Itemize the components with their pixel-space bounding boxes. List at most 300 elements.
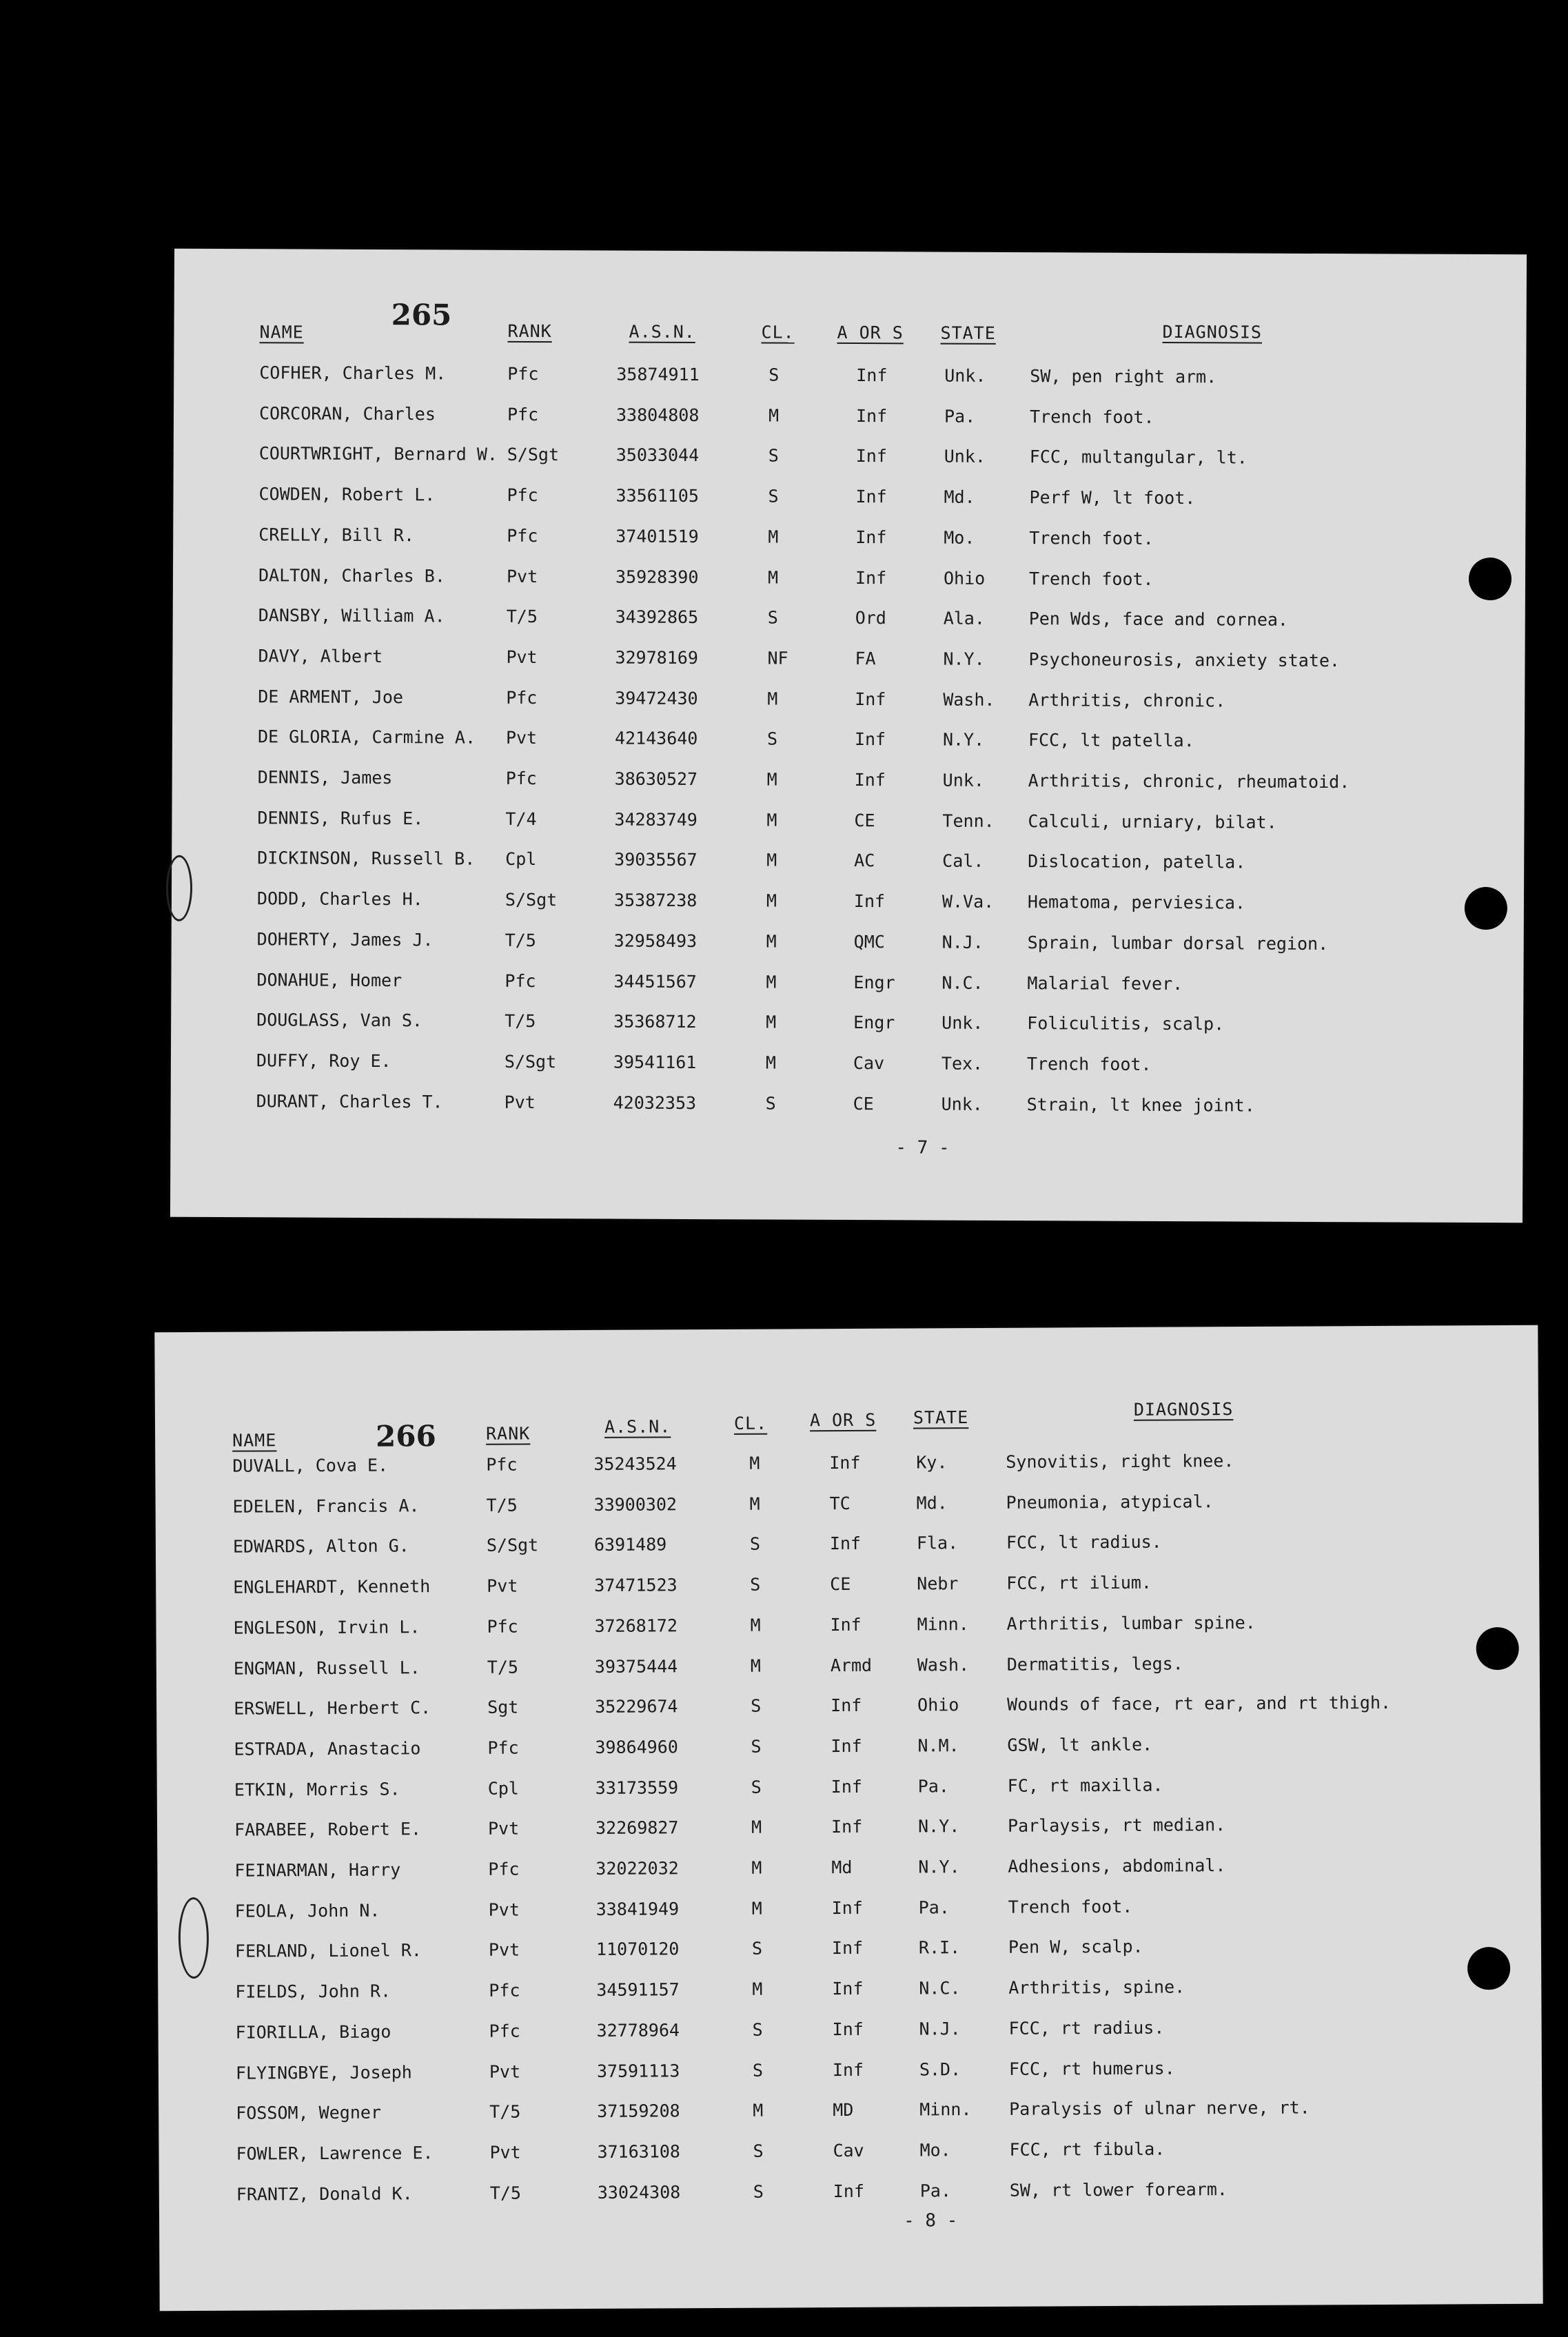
state-cell: N.C. bbox=[941, 972, 984, 993]
asn-cell: 33561105 bbox=[615, 485, 700, 507]
rank-cell: Pfc bbox=[489, 1980, 520, 2001]
branch-cell: CE bbox=[853, 1093, 874, 1114]
class-cell: S bbox=[767, 607, 778, 628]
state-cell: Pa. bbox=[919, 2180, 952, 2201]
rank-cell: Pfc bbox=[507, 484, 538, 506]
table-row bbox=[159, 2016, 1542, 2051]
name-cell: DALTON, Charles B. bbox=[258, 564, 446, 586]
class-cell: M bbox=[751, 1817, 762, 1838]
class-cell: M bbox=[768, 527, 779, 547]
asn-cell: 32269827 bbox=[595, 1817, 679, 1839]
diagnosis-cell: Parlaysis, rt median. bbox=[1007, 1815, 1226, 1837]
card-number: 265 bbox=[391, 298, 452, 332]
state-cell: Pa. bbox=[918, 1897, 950, 1918]
punch-hole bbox=[1476, 1627, 1519, 1670]
rank-cell: Pvt bbox=[487, 1575, 518, 1596]
table-row bbox=[172, 726, 1525, 760]
table-row bbox=[174, 402, 1526, 436]
state-cell: N.Y. bbox=[942, 729, 985, 751]
rank-cell: T/5 bbox=[486, 1495, 518, 1516]
table-row bbox=[172, 888, 1524, 922]
name-cell: DUFFY, Roy E. bbox=[256, 1050, 391, 1072]
table-row bbox=[155, 1449, 1538, 1484]
rank-cell: Pfc bbox=[487, 1616, 518, 1637]
index-card-265 bbox=[170, 249, 1527, 1223]
state-cell: Minn. bbox=[917, 1613, 969, 1635]
rank-cell: Pfc bbox=[507, 363, 539, 385]
asn-cell: 34591157 bbox=[596, 1979, 680, 2001]
branch-cell: Inf bbox=[833, 2181, 865, 2201]
asn-cell: 37591113 bbox=[596, 2060, 680, 2081]
asn-cell: 35928390 bbox=[615, 567, 699, 587]
class-cell: M bbox=[751, 1857, 762, 1878]
asn-cell: 42143640 bbox=[614, 728, 698, 749]
state-cell: Unk. bbox=[942, 770, 985, 790]
diagnosis-cell: Arthritis, spine. bbox=[1008, 1977, 1185, 1998]
diagnosis-cell: Trench foot. bbox=[1029, 406, 1154, 427]
class-cell: S bbox=[753, 2141, 764, 2161]
rank-cell: S/Sgt bbox=[505, 889, 558, 910]
state-cell: S.D. bbox=[919, 2059, 961, 2079]
state-cell: Md. bbox=[916, 1492, 948, 1513]
branch-cell: Engr bbox=[853, 972, 895, 992]
rank-cell: Pfc bbox=[486, 1454, 518, 1475]
class-cell: M bbox=[766, 810, 777, 830]
diagnosis-cell: Psychoneurosis, anxiety state. bbox=[1028, 649, 1341, 671]
rank-cell: Cpl bbox=[505, 849, 537, 870]
branch-cell: Inf bbox=[854, 729, 886, 750]
name-cell: FOSSOM, Wegner bbox=[236, 2102, 382, 2123]
state-cell: Ala. bbox=[943, 608, 986, 629]
asn-cell: 32778964 bbox=[596, 2020, 680, 2041]
class-cell: NF bbox=[767, 648, 788, 669]
table-row bbox=[156, 1733, 1540, 1768]
rank-cell: Pvt bbox=[506, 566, 538, 586]
page-number: - 8 - bbox=[903, 2210, 958, 2232]
rank-cell: Pfc bbox=[505, 970, 536, 991]
asn-cell: 35368712 bbox=[613, 1011, 697, 1032]
branch-cell: Inf bbox=[856, 365, 888, 386]
asn-cell: 32022032 bbox=[595, 1858, 679, 1879]
table-row bbox=[158, 1894, 1541, 1929]
name-cell: CRELLY, Bill R. bbox=[258, 524, 415, 546]
branch-cell: Inf bbox=[855, 446, 887, 467]
state-cell: Cal. bbox=[942, 850, 984, 872]
diagnosis-cell: Pen Wds, face and cornea. bbox=[1028, 609, 1289, 630]
table-row bbox=[157, 1854, 1540, 1889]
name-cell: DOUGLASS, Van S. bbox=[256, 1010, 423, 1031]
rank-cell: T/5 bbox=[487, 1657, 519, 1677]
asn-cell: 34392865 bbox=[615, 606, 699, 628]
class-cell: S bbox=[751, 1695, 762, 1716]
diagnosis-cell: Arthritis, chronic. bbox=[1028, 689, 1226, 711]
name-cell: ENGLEHARDT, Kenneth bbox=[233, 1576, 431, 1598]
branch-cell: Inf bbox=[832, 1978, 864, 1999]
name-cell: DICKINSON, Russell B. bbox=[257, 848, 476, 870]
state-cell: N.Y. bbox=[917, 1816, 960, 1837]
asn-cell: 37401519 bbox=[615, 526, 699, 547]
name-cell: ENGLESON, Irvin L. bbox=[233, 1617, 420, 1638]
table-row bbox=[172, 807, 1524, 841]
class-cell: M bbox=[767, 688, 778, 709]
asn-cell: 39541161 bbox=[613, 1052, 697, 1072]
diagnosis-cell: Calculi, urniary, bilat. bbox=[1028, 810, 1277, 833]
state-cell: N.Y. bbox=[918, 1857, 960, 1877]
name-cell: FEOLA, John N. bbox=[234, 1900, 380, 1921]
name-cell: DOHERTY, James J. bbox=[256, 929, 434, 950]
state-cell: Unk. bbox=[944, 365, 986, 386]
table-row bbox=[173, 564, 1525, 598]
branch-cell: CE bbox=[830, 1574, 851, 1595]
class-cell: M bbox=[766, 890, 777, 911]
class-cell: M bbox=[749, 1493, 760, 1514]
diagnosis-cell: Synovitis, right knee. bbox=[1006, 1451, 1234, 1472]
name-cell: FLYINGBYE, Joseph bbox=[235, 2061, 412, 2083]
header-diagnosis: DIAGNOSIS bbox=[1133, 1399, 1234, 1420]
state-cell: Unk. bbox=[941, 1094, 983, 1114]
branch-cell: Engr bbox=[853, 1012, 895, 1033]
asn-cell: 35033044 bbox=[615, 445, 700, 466]
rank-cell: Pvt bbox=[489, 2142, 521, 2163]
diagnosis-cell: Dislocation, patella. bbox=[1028, 851, 1246, 872]
name-cell: DE ARMENT, Joe bbox=[258, 686, 404, 707]
diagnosis-cell: Paralysis of ulnar nerve, rt. bbox=[1009, 2097, 1310, 2119]
table-row bbox=[173, 524, 1525, 558]
diagnosis-cell: FC, rt maxilla. bbox=[1007, 1775, 1163, 1796]
table-row bbox=[156, 1611, 1539, 1646]
diagnosis-cell: Malarial fever. bbox=[1027, 972, 1183, 994]
rank-cell: Pfc bbox=[507, 404, 539, 425]
state-cell: R.I. bbox=[918, 1937, 961, 1958]
class-cell: S bbox=[752, 2060, 764, 2081]
name-cell: FIELDS, John R. bbox=[235, 1981, 391, 2002]
table-row bbox=[173, 605, 1525, 639]
diagnosis-cell: Trench foot. bbox=[1026, 1054, 1152, 1074]
rank-cell: T/4 bbox=[505, 808, 537, 829]
diagnosis-cell: Adhesions, abdominal. bbox=[1008, 1855, 1226, 1877]
class-cell: M bbox=[753, 2100, 764, 2121]
header-cl: CL. bbox=[761, 322, 795, 343]
name-cell: DANSBY, William A. bbox=[258, 605, 445, 626]
asn-cell: 39035567 bbox=[614, 849, 698, 870]
state-cell: Fla. bbox=[916, 1533, 959, 1553]
name-cell: DONAHUE, Homer bbox=[256, 969, 403, 990]
page-number: - 7 - bbox=[895, 1137, 950, 1159]
class-cell: M bbox=[766, 931, 777, 952]
table-row bbox=[174, 363, 1526, 396]
asn-cell: 32978169 bbox=[615, 647, 698, 668]
asn-cell: 39375444 bbox=[594, 1655, 678, 1677]
table-row bbox=[172, 767, 1525, 801]
class-cell: S bbox=[751, 1777, 762, 1797]
index-card-266 bbox=[154, 1325, 1542, 2311]
name-cell: FOWLER, Lawrence E. bbox=[236, 2143, 434, 2164]
header-diagnosis: DIAGNOSIS bbox=[1162, 321, 1263, 343]
class-cell: M bbox=[766, 769, 777, 790]
diagnosis-cell: FCC, rt humerus. bbox=[1008, 2058, 1175, 2079]
state-cell: Md. bbox=[944, 487, 975, 507]
paper-clip-mark bbox=[179, 1897, 210, 1979]
table-row bbox=[158, 1935, 1541, 1970]
diagnosis-cell: FCC, lt patella. bbox=[1028, 730, 1194, 751]
class-cell: M bbox=[750, 1655, 761, 1676]
name-cell: FARABEE, Robert E. bbox=[234, 1819, 422, 1840]
state-cell: Ky. bbox=[916, 1452, 948, 1473]
rank-cell: Pvt bbox=[488, 1899, 520, 1920]
table-row bbox=[156, 1530, 1539, 1565]
state-cell: Wash. bbox=[943, 689, 995, 710]
branch-cell: MD bbox=[833, 2100, 854, 2121]
branch-cell: Inf bbox=[832, 2059, 864, 2080]
table-row bbox=[157, 1813, 1540, 1848]
name-cell: DENNIS, James bbox=[257, 767, 393, 788]
state-cell: Ohio bbox=[943, 568, 986, 589]
rank-cell: Sgt bbox=[487, 1697, 519, 1717]
name-cell: COWDEN, Robert L. bbox=[258, 484, 436, 505]
table-row bbox=[157, 1773, 1540, 1808]
diagnosis-cell: Arthritis, chronic, rheumatoid. bbox=[1028, 771, 1350, 793]
branch-cell: AC bbox=[854, 850, 875, 871]
table-row bbox=[156, 1489, 1539, 1524]
name-cell: DENNIS, Rufus E. bbox=[257, 807, 424, 828]
name-cell: ENGMAN, Russell L. bbox=[233, 1657, 420, 1679]
branch-cell: Inf bbox=[831, 1735, 862, 1757]
rank-cell: Pfc bbox=[506, 687, 538, 708]
header-a-or-s: A OR S bbox=[809, 1409, 877, 1431]
asn-cell: 32958493 bbox=[613, 930, 698, 951]
diagnosis-cell: Dermatitis, legs. bbox=[1006, 1653, 1183, 1675]
header-asn: A.S.N. bbox=[629, 321, 695, 343]
rank-cell: Pvt bbox=[506, 646, 538, 667]
name-cell: COURTWRIGHT, Bernard W. bbox=[258, 443, 498, 465]
diagnosis-cell: Sprain, lumbar dorsal region. bbox=[1027, 932, 1329, 954]
diagnosis-cell: FCC, rt ilium. bbox=[1006, 1572, 1152, 1593]
branch-cell: Inf bbox=[855, 405, 888, 426]
branch-cell: Inf bbox=[831, 1897, 863, 1918]
branch-cell: FA bbox=[855, 648, 876, 669]
header-name: NAME bbox=[259, 322, 304, 343]
branch-cell: TC bbox=[829, 1493, 851, 1513]
asn-cell: 37159208 bbox=[597, 2101, 680, 2122]
class-cell: M bbox=[766, 1012, 777, 1032]
table-row bbox=[159, 2177, 1542, 2212]
name-cell: FEINARMAN, Harry bbox=[234, 1859, 401, 1881]
header-state: STATE bbox=[913, 1407, 969, 1428]
asn-cell: 38630527 bbox=[614, 768, 698, 790]
branch-cell: Inf bbox=[829, 1452, 861, 1473]
rank-cell: Pvt bbox=[505, 728, 538, 748]
table-row bbox=[171, 1050, 1523, 1084]
branch-cell: Inf bbox=[855, 527, 887, 548]
table-row bbox=[172, 929, 1524, 963]
asn-cell: 33804808 bbox=[615, 405, 700, 425]
branch-cell: Inf bbox=[829, 1533, 862, 1554]
table-row bbox=[156, 1651, 1540, 1686]
header-cl: CL. bbox=[733, 1413, 768, 1433]
class-cell: M bbox=[752, 1979, 763, 1999]
name-cell: DE GLORIA, Carmine A. bbox=[257, 726, 476, 748]
class-cell: S bbox=[768, 486, 779, 507]
asn-cell: 37268172 bbox=[594, 1615, 678, 1636]
asn-cell: 33173559 bbox=[595, 1777, 679, 1798]
table-row bbox=[171, 969, 1523, 1003]
rank-cell: Pfc bbox=[505, 768, 537, 789]
state-cell: Mo. bbox=[944, 527, 975, 548]
branch-cell: Inf bbox=[855, 487, 887, 507]
diagnosis-cell: SW, pen right arm. bbox=[1030, 366, 1217, 387]
table-row bbox=[172, 848, 1524, 881]
punch-hole bbox=[1467, 1947, 1510, 1990]
table-row bbox=[159, 2056, 1542, 2091]
branch-cell: Cav bbox=[833, 2140, 864, 2161]
punch-hole bbox=[1465, 887, 1507, 930]
diagnosis-cell: Trench foot. bbox=[1028, 568, 1154, 589]
diagnosis-cell: FCC, rt fibula. bbox=[1009, 2139, 1165, 2160]
name-cell: FIORILLA, Biago bbox=[235, 2021, 391, 2043]
diagnosis-cell: FCC, lt radius. bbox=[1006, 1532, 1162, 1553]
branch-cell: Inf bbox=[854, 770, 886, 790]
header-name: NAME bbox=[232, 1430, 277, 1451]
name-cell: EDELEN, Francis A. bbox=[232, 1495, 420, 1517]
state-cell: Wash. bbox=[917, 1654, 970, 1675]
name-cell: DAVY, Albert bbox=[258, 646, 383, 666]
table-row bbox=[171, 1010, 1523, 1043]
asn-cell: 34283749 bbox=[614, 809, 698, 830]
name-cell: DURANT, Charles T. bbox=[256, 1090, 443, 1112]
branch-cell: Inf bbox=[855, 567, 887, 588]
name-cell: ERSWELL, Herbert C. bbox=[234, 1697, 431, 1719]
state-cell: N.M. bbox=[917, 1735, 959, 1756]
branch-cell: QMC bbox=[853, 931, 885, 952]
name-cell: FRANTZ, Donald K. bbox=[236, 2183, 413, 2205]
rank-cell: Cpl bbox=[487, 1778, 519, 1799]
state-cell: Pa. bbox=[944, 406, 976, 427]
diagnosis-cell: Perf W, lt foot. bbox=[1029, 487, 1196, 509]
name-cell: ETKIN, Morris S. bbox=[234, 1779, 400, 1800]
class-cell: S bbox=[766, 728, 778, 749]
asn-cell: 35243524 bbox=[593, 1453, 677, 1474]
state-cell: Tex. bbox=[941, 1053, 984, 1074]
rank-cell: T/5 bbox=[505, 1011, 536, 1032]
class-cell: M bbox=[766, 971, 777, 992]
name-cell: COFHER, Charles M. bbox=[259, 363, 447, 384]
state-cell: N.J. bbox=[941, 932, 984, 952]
rank-cell: Pfc bbox=[488, 1859, 520, 1879]
rank-cell: Pfc bbox=[489, 2021, 520, 2041]
asn-cell: 34451567 bbox=[613, 971, 697, 992]
name-cell: FERLAND, Lionel R. bbox=[234, 1940, 422, 1962]
branch-cell: Inf bbox=[831, 1695, 862, 1716]
state-cell: Tenn. bbox=[942, 810, 995, 831]
branch-cell: Inf bbox=[832, 2019, 864, 2039]
name-cell: DUVALL, Cova E. bbox=[232, 1455, 389, 1476]
asn-cell: 35229674 bbox=[595, 1696, 678, 1717]
table-row bbox=[159, 2137, 1542, 2172]
asn-cell: 11070120 bbox=[595, 1939, 680, 1960]
diagnosis-cell: FCC, rt radius. bbox=[1008, 2017, 1165, 2039]
asn-cell: 35387238 bbox=[613, 890, 698, 911]
rank-cell: Pfc bbox=[487, 1737, 519, 1758]
class-cell: M bbox=[749, 1453, 760, 1473]
diagnosis-cell: Trench foot. bbox=[1029, 527, 1154, 549]
branch-cell: Cav bbox=[853, 1052, 885, 1074]
asn-cell: 42032353 bbox=[613, 1092, 697, 1113]
rank-cell: T/5 bbox=[489, 2183, 522, 2203]
diagnosis-cell: Strain, lt knee joint. bbox=[1026, 1094, 1255, 1116]
name-cell: ESTRADA, Anastacio bbox=[234, 1738, 421, 1759]
punch-hole bbox=[1469, 558, 1511, 600]
table-row bbox=[173, 484, 1525, 518]
asn-cell: 33024308 bbox=[597, 2181, 681, 2203]
branch-cell: Inf bbox=[831, 1776, 862, 1797]
state-cell: W.Va. bbox=[941, 891, 995, 912]
rank-cell: T/5 bbox=[506, 606, 538, 627]
branch-cell: CE bbox=[854, 810, 875, 830]
class-cell: M bbox=[766, 850, 777, 870]
rank-cell: S/Sgt bbox=[486, 1535, 539, 1556]
header-a-or-s: A OR S bbox=[837, 322, 904, 343]
table-row bbox=[159, 2096, 1542, 2132]
diagnosis-cell: Arthritis, lumbar spine. bbox=[1006, 1612, 1256, 1634]
table-row bbox=[158, 1975, 1541, 2010]
rank-cell: S/Sgt bbox=[504, 1051, 557, 1072]
class-cell: S bbox=[752, 2019, 763, 2040]
asn-cell: 37471523 bbox=[594, 1575, 678, 1596]
diagnosis-cell: Hematoma, perviesica. bbox=[1027, 892, 1246, 913]
diagnosis-cell: GSW, lt ankle. bbox=[1007, 1734, 1153, 1755]
rank-cell: Pvt bbox=[487, 1818, 520, 1839]
branch-cell: Inf bbox=[831, 1817, 863, 1837]
branch-cell: Inf bbox=[855, 688, 886, 709]
state-cell: N.C. bbox=[919, 1978, 961, 1999]
rank-cell: Pvt bbox=[489, 2061, 521, 2082]
rank-cell: Pvt bbox=[504, 1092, 536, 1112]
class-cell: S bbox=[749, 1534, 761, 1555]
class-cell: S bbox=[768, 365, 780, 385]
asn-cell: 33841949 bbox=[595, 1898, 680, 1919]
state-cell: Pa. bbox=[917, 1775, 949, 1797]
diagnosis-cell: SW, rt lower forearm. bbox=[1009, 2178, 1228, 2201]
state-cell: Unk. bbox=[941, 1012, 984, 1034]
asn-cell: 35874911 bbox=[616, 364, 700, 385]
branch-cell: Armd bbox=[830, 1655, 873, 1675]
class-cell: M bbox=[751, 1898, 762, 1919]
header-rank: RANK bbox=[507, 320, 552, 342]
asn-cell: 33900302 bbox=[593, 1493, 678, 1515]
asn-cell: 39472430 bbox=[615, 688, 698, 708]
diagnosis-cell: Wounds of face, rt ear, and rt thigh. bbox=[1007, 1693, 1392, 1715]
state-cell: Nebr bbox=[917, 1573, 959, 1594]
class-cell: S bbox=[768, 445, 779, 466]
rank-cell: S/Sgt bbox=[507, 445, 560, 465]
diagnosis-cell: Pneumonia, atypical. bbox=[1006, 1491, 1214, 1513]
asn-cell: 39864960 bbox=[595, 1737, 678, 1757]
class-cell: S bbox=[753, 2181, 764, 2202]
state-cell: Mo. bbox=[919, 2140, 951, 2161]
header-state: STATE bbox=[940, 323, 996, 343]
name-cell: DODD, Charles H. bbox=[256, 888, 423, 910]
table-row bbox=[172, 646, 1525, 680]
asn-cell: 37163108 bbox=[597, 2141, 681, 2162]
table-row bbox=[172, 686, 1525, 720]
diagnosis-cell: Pen W, scalp. bbox=[1008, 1937, 1143, 1958]
rank-cell: T/5 bbox=[505, 930, 536, 950]
class-cell: S bbox=[751, 1939, 763, 1959]
rank-cell: T/5 bbox=[489, 2101, 521, 2122]
asn-cell: 6391489 bbox=[593, 1534, 667, 1555]
branch-cell: Inf bbox=[831, 1938, 864, 1959]
class-cell: M bbox=[767, 567, 779, 588]
